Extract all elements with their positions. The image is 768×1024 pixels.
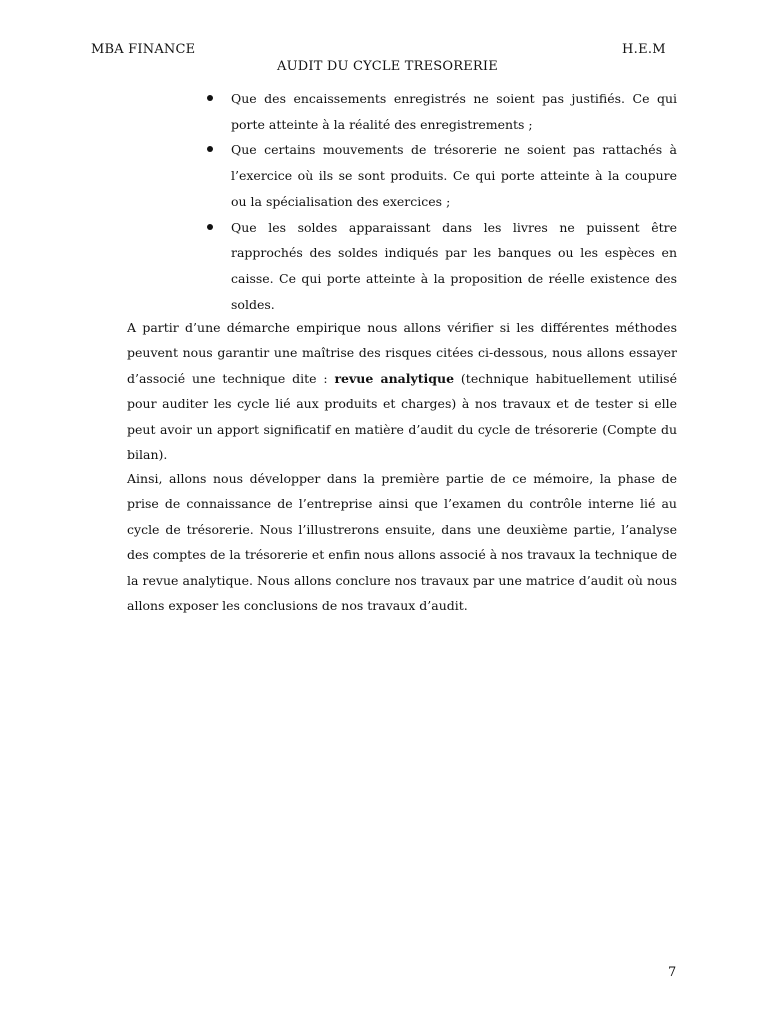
list-item [207,137,677,214]
paragraph-text: (technique habituellement utilisé pour auditer les cycle lié aux produits et charges) à nos travaux et de tester si elle peut avoir un apport significatif en matière d’audit du cycle de trésorerie (Compte du bilan). [127,370,677,463]
bullet-icon [207,224,213,230]
paragraph-text: A partir d’une démarche empirique nous allons vérifier si les différentes méthodes peuvent nous garantir une maîtrise des risques citées ci-dessous, nous allons essayer d’associé une technique dite : [127,320,677,386]
emphasis-term: revue analytique [334,370,455,386]
list-item [207,86,677,137]
bullet-icon [207,146,213,152]
list-item-text: Que des encaissements enregistrés ne soient pas justifiés. Ce qui porte atteinte à la réalité des enregistrements ; [231,91,677,132]
header-program: MBA FINANCE [91,42,196,57]
bullet-icon [207,95,213,101]
risk-bullet-list [207,86,677,317]
list-item-text: Que certains mouvements de trésorerie ne soient pas rattachés à l’exercice où ils se sont produits. Ce qui porte atteinte à la coupure ou la spécialisation des exercices ; [231,142,677,209]
document-title: AUDIT DU CYCLE TRESORERIE [277,59,498,74]
paragraph-methodology [127,315,677,467]
paragraph-plan: Ainsi, allons nous développer dans la première partie de ce mémoire, la phase de prise de connaissance de l’entreprise ainsi que l’examen du contrôle interne lié au cycle de trésorerie. Nous l’illustrerons ensuite, dans une deuxième partie, l’analyse des comptes de la trésorerie et enfin nous allons associé à nos travaux la technique de la revue analytique. Nous allons conclure nos travaux par une matrice d’audit où nous allons exposer les conclusions de nos travaux d’audit. [127,471,677,614]
header-school: H.E.M [622,42,666,57]
list-item-text: Que les soldes apparaissant dans les livres ne puissent être rapprochés des soldes indiqués par les banques ou les espèces en caisse. Ce qui porte atteinte à la proposition de réelle existence des soldes. [231,219,677,312]
page-number: 7 [668,965,677,980]
list-item [207,215,677,318]
